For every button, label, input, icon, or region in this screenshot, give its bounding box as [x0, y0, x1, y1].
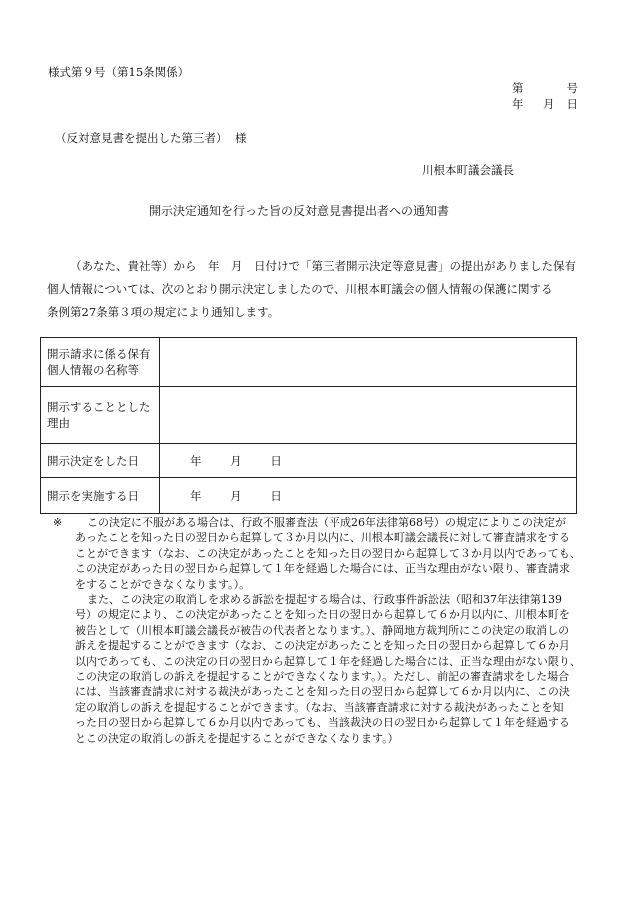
row-label [41, 444, 160, 478]
date-month: 月 [543, 97, 555, 111]
note-line: とこの決定の取消しの訴えを提起することができなくなります。） [75, 731, 399, 745]
date-day: 日 [566, 97, 578, 111]
note-line: この決定に不服がある場合は、行政不服審査法（平成26年法律第68号）の規定によりこの決定が [87, 516, 566, 529]
document-number-suffix: 号 [566, 81, 578, 95]
note-line: 号）の規定により、この決定があったことを知った日の翌日から起算して６か月以内に、川根本町を [75, 608, 570, 622]
date-month: 月 [230, 453, 242, 468]
recipient-name: （反対意見書を提出した第三者） [55, 131, 228, 145]
table-row [41, 478, 577, 514]
row-label [41, 387, 160, 444]
date-year: 年 [512, 97, 524, 111]
row-label-line: 開示決定をした日 [47, 453, 139, 468]
note-line: 訴えを提起することができます（なお、この決定があったことを知った日の翌日から起算して６か月 [75, 639, 570, 653]
row-date [160, 478, 577, 514]
note-line: また、この決定の取消しを求める訴訟を提起する場合は、行政事件訴訟法（昭和37年法律第139 [87, 593, 562, 607]
note-line: 以内であっても、この決定の日の翌日から起算して１年を経過した場合には、正当な理由がない限り、 [75, 654, 581, 668]
body-line: （あなた、貴社等）から 年 月 日付けで「第三者開示決定等意見書」の提出がありました保有 [70, 259, 576, 273]
document-number [512, 80, 578, 96]
row-label-line: 理由 [47, 416, 70, 430]
note-line: をすることができなくなります。）。 [75, 577, 251, 591]
note-line: この決定の取消しの訴えを提起することができなくなります。）。ただし、前記の審査請求をした場合 [75, 670, 570, 684]
document-date [512, 96, 578, 112]
note-line: った日の翌日から起算して６か月以内であっても、当該裁決の日の翌日から起算して１年を経過する [75, 716, 570, 730]
date-day: 日 [270, 453, 282, 468]
body-paragraph [47, 255, 581, 324]
row-label [41, 338, 160, 387]
date-year: 年 [190, 453, 202, 468]
row-label [41, 478, 160, 514]
row-label-line: 個人情報の名称等 [47, 363, 139, 377]
table-row [41, 338, 577, 387]
note-line: あったことを知った日の翌日から起算して３か月以内に、川根本町議会議長に対して審査請求をする [75, 531, 570, 545]
body-line: 条例第27条第３項の規定により通知します。 [47, 305, 280, 319]
form-number: 様式第９号（第15条関係） [48, 65, 190, 79]
note-line: この決定があった日の翌日から起算して１年を経過した場合には、正当な理由がない限り、審査請求 [75, 562, 570, 576]
row-label-line: 開示請求に係る保有 [47, 347, 151, 361]
note-line: 定の取消しの訴えを提起することができます。（なお、当該審査請求に対する裁決があったことを知 [75, 700, 564, 714]
row-value [160, 387, 577, 444]
row-label-line: 開示することとした [47, 400, 151, 414]
table-row [41, 387, 577, 444]
document-title: 開示決定通知を行った旨の反対意見書提出者への通知書 [149, 204, 450, 218]
recipient-honorific: 様 [235, 131, 247, 145]
note-mark: ※ [53, 516, 63, 529]
sender-name: 川根本町議会議長 [422, 163, 514, 177]
note-line: ことができます（なお、この決定があったことを知った日の翌日から起算して３か月以内であっても、 [75, 546, 581, 560]
body-line: 個人情報については、次のとおり開示決定しましたので、川根本町議会の個人情報の保護に関する [47, 282, 553, 296]
info-table [40, 337, 577, 514]
note-line: 被告として（川根本町議会議長が被告の代表者となります。）、静岡地方裁判所にこの決定の取消しの [75, 623, 570, 637]
date-year: 年 [190, 488, 202, 503]
row-date [160, 444, 577, 478]
note-line: には、当該審査請求に対する裁決があったことを知った日の翌日から起算して６か月以内に、この決 [75, 685, 570, 699]
document-number-label: 第 [512, 81, 524, 95]
date-month: 月 [230, 488, 242, 503]
table-row [41, 444, 577, 478]
row-label-line: 開示を実施する日 [47, 488, 139, 503]
row-value [160, 338, 577, 387]
date-day: 日 [270, 488, 282, 503]
